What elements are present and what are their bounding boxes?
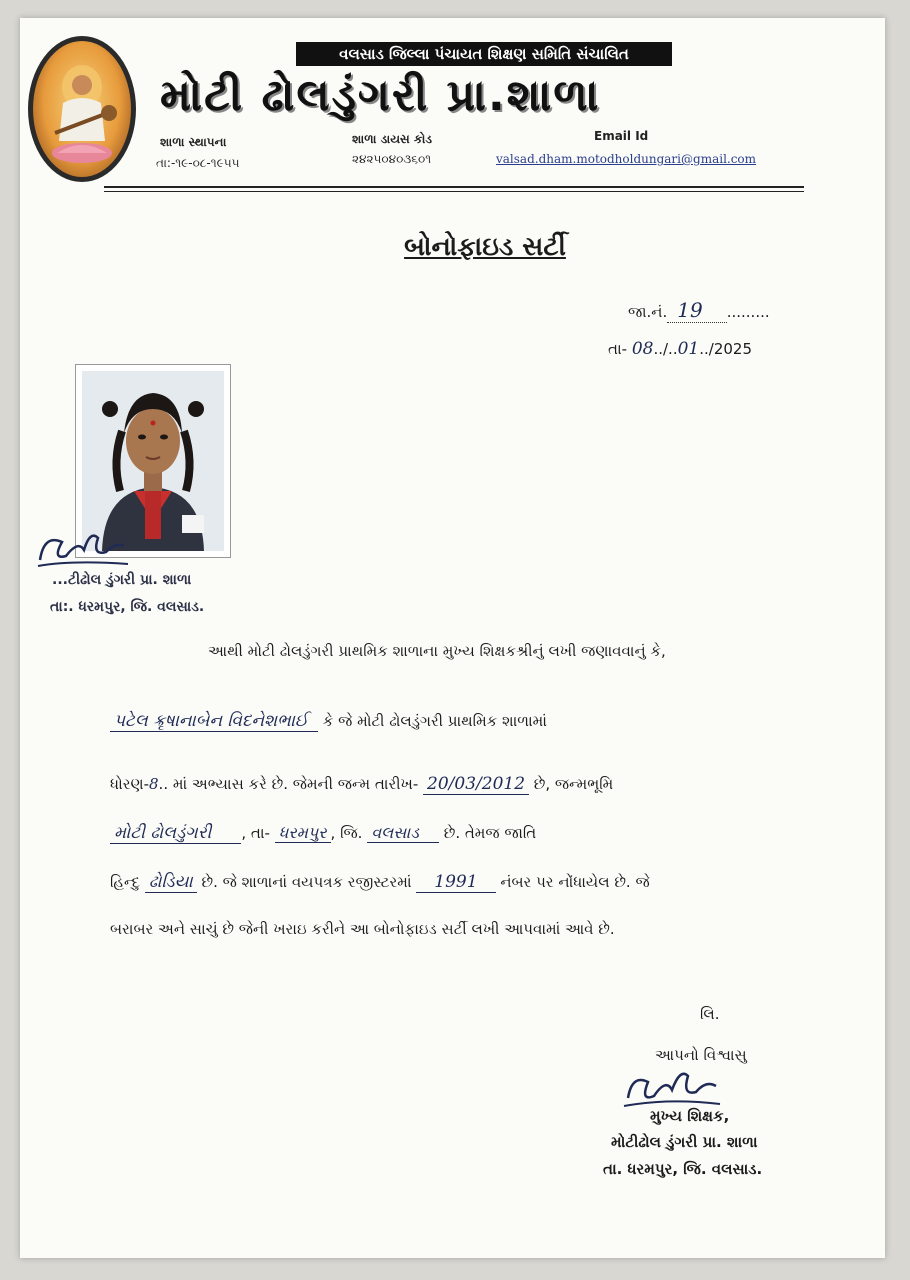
caste-register-line bbox=[110, 872, 650, 892]
line4-suffix: છે. તેમજ જાતિ bbox=[443, 824, 537, 842]
certificate-date: તા- 08../..01../2025 bbox=[608, 339, 753, 359]
header-banner: વલસાડ જિલ્લા પંચાયત શિક્ષણ સમિતિ સંચાલિત bbox=[296, 42, 672, 66]
line5-mid: છે. જે શાળાનાં વયપત્રક રજીસ્ટરમાં bbox=[201, 873, 412, 891]
date-year: 2025 bbox=[713, 340, 753, 358]
certificate-sheet bbox=[20, 18, 885, 1258]
caste: ઢોડિયા bbox=[145, 872, 197, 893]
line3-mid: માં અભ્યાસ કરે છે. જેમની જન્મ તારીખ- bbox=[172, 775, 419, 793]
district: વલસાડ bbox=[367, 823, 439, 843]
line3-suffix: છે, જન્મભૂમિ bbox=[533, 775, 614, 793]
saraswati-logo bbox=[28, 36, 136, 182]
reference-number-label: જા.નં. bbox=[628, 303, 668, 321]
deity-illustration-icon bbox=[33, 41, 131, 177]
intro-line: આથી મોટી ઢોલડુંગરી પ્રાથમિક શાળાના મુખ્ય શિક્ષકશ્રીનું લખી જણાવવાનું કે, bbox=[208, 642, 666, 660]
dob-line: ધોરણ-8.. માં અભ્યાસ કરે છે. જેમની જન્મ તારીખ- 20/03/2012 છે, જન્મભૂમિ bbox=[110, 774, 614, 794]
principal-signature-on-photo-icon bbox=[32, 520, 152, 580]
reference-number-value: 19 bbox=[667, 298, 726, 323]
signature-li: લિ. bbox=[700, 1005, 720, 1023]
date-month: 01 bbox=[677, 339, 700, 359]
email-link[interactable]: valsad.dham.motodholdungari@gmail.com bbox=[496, 152, 757, 166]
std-value: 8 bbox=[149, 775, 159, 793]
founding-label: શાળા સ્થાપના bbox=[160, 135, 227, 149]
school-stamp-line1: ...ટીઢોલ ડુંગરી પ્રા. શાળા bbox=[52, 572, 192, 588]
dise-code-value: ૨૪૨૫૦૪૦૩૬૦૧ bbox=[352, 152, 432, 166]
line5-suffix: નંબર પર નોંધાયેલ છે. જે bbox=[500, 873, 650, 891]
district-label: , જિ. bbox=[330, 824, 363, 842]
date-day: 08 bbox=[631, 339, 654, 359]
closing-line: બરાબર અને સાચું છે જેની ખરાઇ કરીને આ બોનોફાઇડ સર્ટી લખી આપવામાં આવે છે. bbox=[110, 920, 615, 938]
student-name-line bbox=[110, 711, 547, 731]
date-label: તા- bbox=[608, 340, 628, 358]
birthplace: મોટી ઢોલડુંગરી bbox=[110, 823, 241, 844]
header-divider-thin bbox=[104, 191, 804, 192]
founding-date: તા:-૧૯-૦૮-૧૯૫૫ bbox=[156, 156, 240, 170]
line2-suffix: કે જે મોટી ઢોલડુંગરી પ્રાથમિક શાળામાં bbox=[322, 712, 547, 730]
register-number: 1991 bbox=[416, 872, 495, 893]
reference-number: જા.નં. 19 ......... bbox=[628, 298, 770, 322]
student-name: પટેલ ક્રૃષાનાબેન વિદનેશભાઈ bbox=[110, 711, 318, 732]
signature-place: તા. ધરમપુર, જિ. વલસાડ. bbox=[603, 1160, 763, 1178]
caste-prefix: હિન્દુ bbox=[110, 873, 140, 891]
header-divider bbox=[104, 186, 804, 188]
taluka-label: , તા- bbox=[241, 824, 270, 842]
date-of-birth: 20/03/2012 bbox=[423, 774, 529, 795]
std-label: ધોરણ- bbox=[110, 775, 149, 793]
birthplace-line bbox=[110, 823, 536, 843]
yours-faithfully: આપનો વિશ્વાસુ bbox=[655, 1046, 747, 1064]
email-label: Email Id bbox=[594, 129, 649, 143]
dise-code-label: શાળા ડાયસ કોડ bbox=[352, 132, 432, 146]
school-stamp-line2: તા:. ધરમપુર, જિ. વલસાડ. bbox=[50, 599, 205, 615]
designation: મુખ્ય શિક્ષક, bbox=[650, 1107, 730, 1125]
certificate-title: બોનોફાઇડ સર્ટી bbox=[404, 232, 566, 262]
taluka: ધરમપુર bbox=[275, 823, 331, 843]
signature-school: મોટીઢોલ ડુંગરી પ્રા. શાળા bbox=[611, 1133, 758, 1151]
school-name-heading: મોટી ઢોલડુંગરી પ્રા.શાળા bbox=[160, 70, 601, 121]
